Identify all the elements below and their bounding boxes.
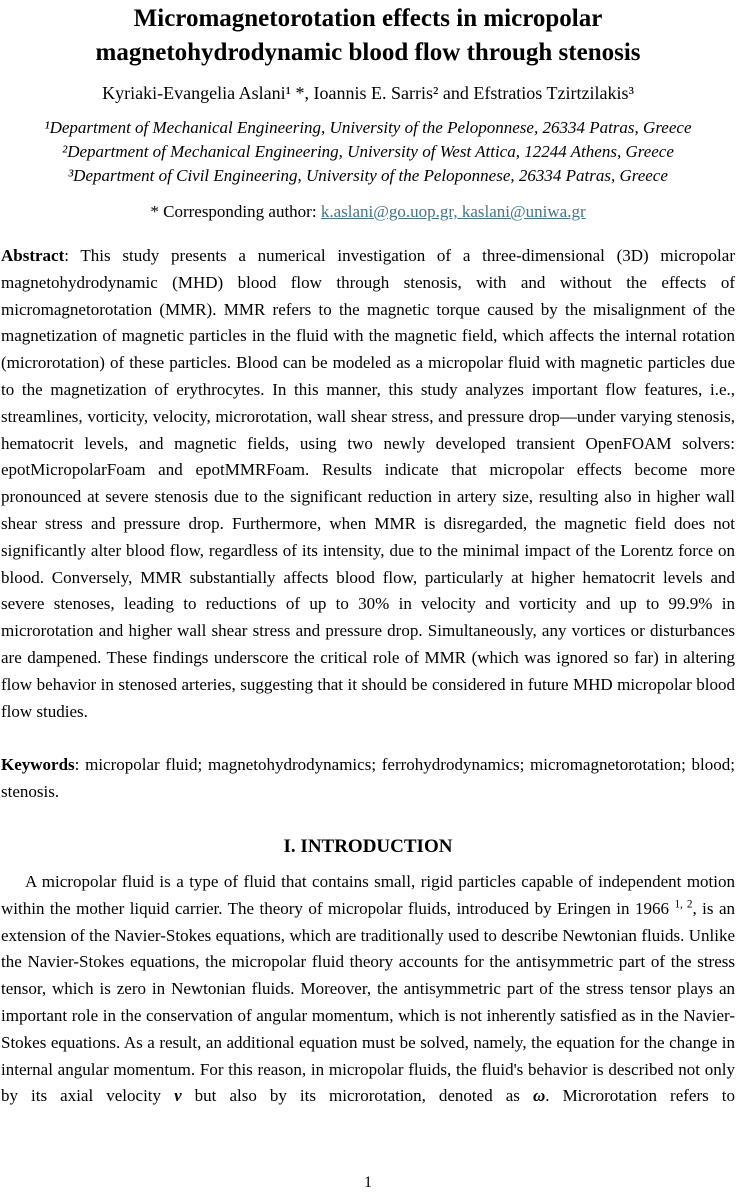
abstract-paragraph — [1, 243, 735, 725]
affiliations-block — [0, 116, 736, 188]
abstract-text: : This study presents a numerical investigation of a three-dimensional (3D) micropolar magnetohydrodynamic (MHD) blood flow through stenosis, with and without the effects of micromagnetorotation (MMR). MMR refers to the magnetic torque caused by the misalignment of the magnetization of magnetic particles in the fluid with the magnetic field, which affects the internal rotation (microrotation) of these particles. Blood can be modeled as a micropolar fluid with magnetic particles due to the magnetization of erythrocytes. In this manner, this study analyzes important flow features, i.e., streamlines, vorticity, velocity, microrotation, wall shear stress, and pressure drop—under varying stenosis, hematocrit levels, and magnetic fields, using two newly developed transient OpenFOAM solvers: epotMicropolarFoam and epotMMRFoam. Results indicate that micropolar effects become more pronounced at severe stenosis due to the significant reduction in artery size, resulting also in higher wall shear stress and pressure drop. Furthermore, when MMR is disregarded, the magnetic field does not significantly alter blood flow, regardless of its intensity, due to the minimal impact of the Lorentz force on blood. Conversely, MMR substantially affects blood flow, particularly at higher hematocrit levels and severe stenoses, leading to reductions of up to 30% in velocity and vorticity and up to 99.9% in microrotation and higher wall shear stress and pressure drop. Simultaneously, any vortices or disturbances are dampened. These findings underscore the critical role of MMR (which was ignored so far) in altering flow behavior in stenosed arteries, suggesting that it should be considered in future MHD micropolar blood flow studies. — [1, 246, 735, 721]
page-number: 1 — [364, 1174, 372, 1191]
affiliation-line-1: ¹Department of Mechanical Engineering, University of the Peloponnese, 26334 Patras, Greece — [44, 118, 692, 137]
abstract-label: Abstract — [1, 246, 65, 265]
page-title: Micromagnetorotation effects in micropolar magnetohydrodynamic blood flow through stenosis — [95, 5, 641, 66]
intro-paragraph: A micropolar fluid is a type of fluid that contains small, rigid particles capable of independent motion within the mother liquid carrier. The theory of micropolar fluids, introduced by Eringen in 1966 $^{1, 2}$, is an extension of the Navier-Stokes equations, which are traditionally used to describe Newtonian fluids. Unlike the Navier-Stokes equations, the micropolar fluid theory accounts for the antisymmetric part of the stress tensor, which is zero in Newtonian fluids. Moreover, the antisymmetric part of the stress tensor plays an important role in the conservation of angular momentum, which is not inherently satisfied as in the Navier-Stokes equations. As a result, an additional equation must be solved, namely, the equation for the change in internal angular momentum. For this reason, in micropolar fluids, the fluid's behavior is described not only by its axial velocity v but also by its microrotation, denoted as ω. Microrotation refers to — [1, 871, 736, 1106]
section-heading-introduction: I. INTRODUCTION — [283, 835, 453, 857]
email-link[interactable]: k.aslani@go.uop.gr, kaslani@uniwa.gr — [320, 202, 586, 221]
affiliation-line-2: ²Department of Mechanical Engineering, University of West Attica, 12244 Athens, Greece — [62, 142, 674, 161]
keywords-label: Keywords — [1, 755, 75, 775]
corresponding-author-line — [0, 202, 736, 222]
keywords-text: : micropolar fluid; magnetohydrodynamics; ferrohydrodynamics; micromagnetorotation; blood; stenosis. — [1, 755, 735, 802]
affiliation-line-3: ³Department of Civil Engineering, University of the Peloponnese, 26334 Patras, Greece — [68, 166, 668, 185]
corresponding-label: * Corresponding author: — [150, 202, 321, 221]
keywords-paragraph — [1, 752, 735, 806]
authors-line: Kyriaki-Evangelia Aslani¹ *, Ioannis E. Sarris² and Efstratios Tzirtzilakis³ — [102, 83, 634, 103]
